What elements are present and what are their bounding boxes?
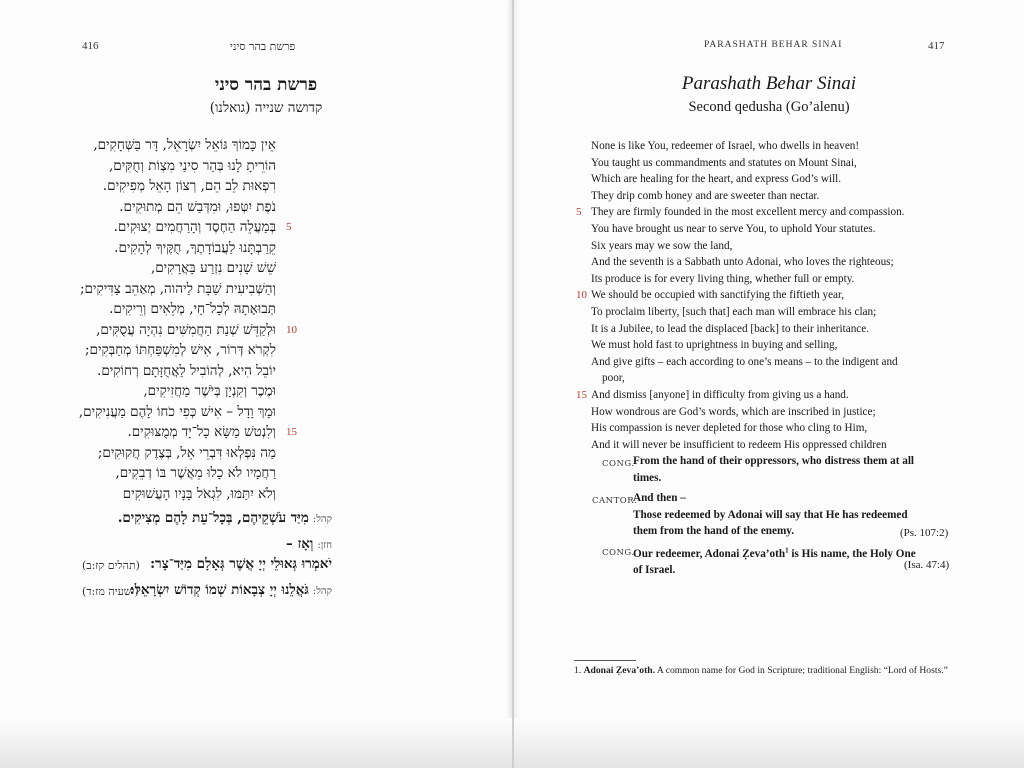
poem-line-text: Its produce is for every living thing, whether full or empty. — [591, 272, 855, 285]
running-head: PARASHATH BEHAR SINAI — [704, 40, 843, 50]
response-line: them from the hand of the enemy. — [633, 525, 795, 538]
poem-line-text: We must hold fast to uprightness in buying and selling, — [591, 339, 838, 352]
hebrew-response-1 — [118, 510, 332, 526]
poem-line — [591, 271, 991, 288]
poem-line-text: How wondrous are God’s words, which are inscribed in justice; — [591, 405, 876, 418]
poem-line — [591, 354, 991, 371]
line-number: 5 — [576, 206, 582, 219]
congregation-response — [633, 542, 943, 579]
scripture-ref: (Isa. 47:4) — [904, 559, 950, 571]
english-poem — [576, 138, 991, 453]
speaker-label: CONG. — [602, 459, 635, 469]
poem-line — [591, 238, 991, 255]
footnote-marker[interactable]: 1 — [785, 546, 789, 554]
poem-line — [576, 287, 991, 304]
poem-line — [36, 238, 276, 259]
speaker-label: קהל: — [312, 586, 332, 597]
poem-line — [591, 404, 991, 421]
right-page — [514, 0, 1024, 768]
footnote-body: A common name for God in Scripture; traditional English: “Lord of Hosts.” — [655, 665, 948, 676]
poem-line-text: They are firmly founded in the most excellent mercy and compassion. — [591, 206, 905, 219]
footnote-number: 1. — [574, 665, 582, 676]
poem-line — [36, 320, 297, 341]
speaker-label: חזן: — [317, 540, 332, 551]
poem-line — [591, 171, 991, 188]
poem-line-text: And dismiss [anyone] in difficulty from giving us a hand. — [591, 388, 849, 401]
response-line: Our redeemer, Adonai Ẓeva’oth — [633, 547, 786, 560]
poem-line — [591, 254, 991, 271]
poem-line — [36, 217, 292, 238]
response-line: Those redeemed by Adonai will say that He has redeemed — [633, 508, 908, 521]
hebrew-response-3 — [150, 556, 332, 572]
poem-line — [36, 135, 276, 156]
poem-line-text: None is like You, redeemer of Israel, who dwells in heaven! — [591, 140, 860, 152]
poem-line-text: His compassion is never depleted for those who cling to Him, — [591, 422, 868, 435]
hebrew-poem — [36, 135, 297, 504]
line-number: 10 — [576, 289, 587, 302]
poem-line — [36, 443, 276, 464]
poem-line — [576, 204, 991, 221]
poem-line-text: And it will never be insufficient to redeem His oppressed children — [591, 438, 887, 451]
footnote — [574, 664, 948, 677]
footnote-rule — [574, 660, 636, 661]
congregation-response — [633, 453, 943, 486]
poem-line — [36, 361, 276, 382]
footnote-heading: Adonai Ẓeva’oth. — [583, 665, 656, 676]
poem-line — [591, 304, 991, 321]
response-text: מִיַּד עֹשְׁקֵיהֶם, בְּכָל־עֵת לָהֶם מְצִיקִים. — [117, 510, 309, 526]
line-number: 5 — [286, 221, 292, 233]
poem-line — [591, 188, 991, 205]
english-title: Parashath Behar Sinai — [681, 73, 857, 94]
poem-line — [36, 381, 276, 402]
poem-line-text: וְלֹא יִתַּמּוּ, לִגְאֹל בָּנָיו הָעֲשׁוּקִים — [122, 485, 276, 502]
response-text: יֹאמְרוּ גְּאוּלֵי יְיָ אֲשֶׁר גְּאָלָם מִיַּד־צָר: — [150, 556, 332, 572]
response-line: And then – — [633, 492, 686, 504]
poem-line-text: שֵׁשׁ שָׁנִים נִזְרַע בָּאֲרָקִים, — [150, 260, 276, 276]
poem-line-text: הוֹרֵיתָ לָנוּ בְּהַר סִינַי מִצְוֹת וְחֻקִּים, — [109, 157, 276, 174]
poem-line — [591, 221, 991, 238]
poem-line — [36, 340, 276, 361]
poem-line-text: תְּבוּאָתָהּ לְכָל־חַי, מְלֵאִים וְרֵיקִים. — [109, 301, 276, 317]
poem-line-text: To proclaim liberty, [such that] each man will embrace his clan; — [591, 305, 877, 318]
line-number: 15 — [576, 388, 587, 401]
poem-line — [36, 279, 276, 300]
cantor-response — [633, 490, 933, 540]
hebrew-subtitle: קדושה שנייה (גואלנו) — [209, 100, 323, 116]
response-text: וְאָז – — [286, 536, 314, 552]
poem-line-text: קֵרַבְתָּנוּ לַעֲבוֹדָתֶךָ, חֻקֶּיךָ לְהָקִים. — [114, 239, 276, 256]
running-head: פרשת בהר סיני — [230, 40, 296, 53]
line-number: 15 — [286, 426, 297, 438]
poem-line-text: אֵין כָּמוֹךָ גּוֹאֵל יִשְׂרָאֵל, דָּר בַּשְּׁחָקִים, — [93, 137, 276, 153]
page-edge-shadow — [0, 718, 512, 768]
poem-line-text: וְלִנְטשׁ מַשָּׂא כָל־יָד מְמֻצּוּקִים. — [127, 424, 276, 440]
poem-line-text: בְּמַעֲלֵה הַחֶסֶד וְהָרַחֲמִים יְצוּקִים. — [113, 219, 276, 235]
hebrew-response-2 — [286, 536, 332, 552]
poem-line-text: poor, — [602, 372, 625, 385]
hebrew-response-4 — [130, 582, 332, 598]
poem-line-text: וּמֶכֶר וְקִנְיָן בְּיֹשֶׁר מַחֲזִיקִים, — [143, 383, 276, 399]
poem-line — [591, 437, 991, 454]
scripture-ref: (Ps. 107:2) — [900, 527, 949, 539]
poem-line — [36, 484, 276, 505]
english-subtitle: Second qedusha (Go’alenu) — [688, 99, 850, 115]
poem-line-text: יוֹבֵל הִיא, לְהוֹבִיל לַאֲחֻזָּתָם רְחוֹקִים. — [97, 362, 276, 379]
poem-line-text: We should be occupied with sanctifying the fiftieth year, — [591, 289, 845, 302]
speaker-label: CANTOR. — [592, 496, 638, 506]
poem-line-text: מַה נִּפְלְאוּ דִּבְרֵי אֵל, בְּצֶדֶק חֲקוּקִים; — [97, 444, 276, 461]
poem-line — [36, 176, 276, 197]
poem-line-text: וּמָךְ וָדָל – אִישׁ כְּפִי כֹחוֹ לָהֶם מַעֲנִיקִים, — [78, 403, 276, 420]
poem-line-text: רַחֲמָיו לֹא כָלוּ מֵאֲשֶׁר בּוֹ דְבֵקִים, — [115, 465, 276, 481]
poem-line-text: רִפְאוּת לֵב הֵם, רְצוֹן הָאֵל מְפִיקִים. — [102, 178, 276, 194]
poem-line-text: Which are healing for the heart, and express God’s will. — [591, 173, 842, 186]
poem-line-text: And give gifts – each according to one’s means – to the indigent and — [591, 355, 898, 368]
page-number: 416 — [82, 40, 99, 52]
response-text: גֹּאֲלֵנוּ יְיָ צְבָאוֹת שְׁמוֹ קְדוֹשׁ יִשְׂרָאֵל: — [129, 582, 309, 598]
page-number: 417 — [928, 40, 945, 52]
poem-line-text: They drip comb honey and are sweeter than nectar. — [591, 189, 820, 202]
poem-line-text: You have brought us near to serve You, to uphold Your statutes. — [591, 222, 876, 235]
poem-line-text: You taught us commandments and statutes on Mount Sinai, — [591, 156, 857, 169]
line-number: 10 — [286, 323, 297, 336]
scripture-ref: (ישעיה מז:ד) — [82, 585, 139, 598]
poem-line — [591, 155, 991, 172]
poem-line-text: לִקְרֹא דְּרוֹר, אִישׁ לְמִשְׁפַּחְתּוֹ מְחַבְּקִים; — [85, 342, 276, 358]
poem-line — [576, 387, 991, 404]
poem-line — [36, 258, 276, 279]
poem-line — [591, 337, 991, 354]
page-edge-shadow — [514, 718, 1024, 768]
poem-line — [591, 321, 991, 338]
poem-line — [36, 299, 276, 320]
response-line: times. — [633, 471, 662, 484]
speaker-label: קהל: — [312, 514, 332, 525]
poem-line-text: וּלְקַדֵּשׁ שְׁנַת הַחֲמִשִּׁים נִהְיָה עֲסֻקִּים, — [96, 321, 276, 338]
poem-line — [36, 156, 276, 177]
poem-line — [36, 463, 276, 484]
poem-line — [36, 422, 297, 443]
speaker-label: CONG. — [602, 548, 635, 558]
poem-line — [591, 420, 991, 437]
response-line: of Israel. — [633, 564, 676, 577]
response-line: is His name, the Holy One — [788, 547, 916, 560]
poem-line — [591, 370, 991, 387]
poem-line-text: And the seventh is a Sabbath unto Adonai, who loves the righteous; — [591, 256, 894, 269]
poem-line — [36, 402, 276, 423]
scripture-ref: (תהלים קז:ב) — [82, 559, 140, 572]
poem-line-text: It is a Jubilee, to lead the displaced [back] to their inheritance. — [591, 322, 870, 335]
poem-line-text: וְהַשְּׁבִיעִית שַׁבָּת לַיהוה, מְאַהֵב צַדִּיקִים; — [79, 280, 276, 297]
poem-line — [591, 138, 991, 155]
poem-line-text: נֹפֶת יִטְּפוּ, וּמִדְּבַשׁ הֵם מְתוּקִים. — [119, 198, 276, 215]
hebrew-title: פרשת בהר סיני — [214, 75, 318, 95]
poem-line-text: Six years may we sow the land, — [591, 239, 733, 252]
poem-line — [36, 197, 276, 218]
response-line: From the hand of their oppressors, who distress them at all — [633, 455, 915, 467]
